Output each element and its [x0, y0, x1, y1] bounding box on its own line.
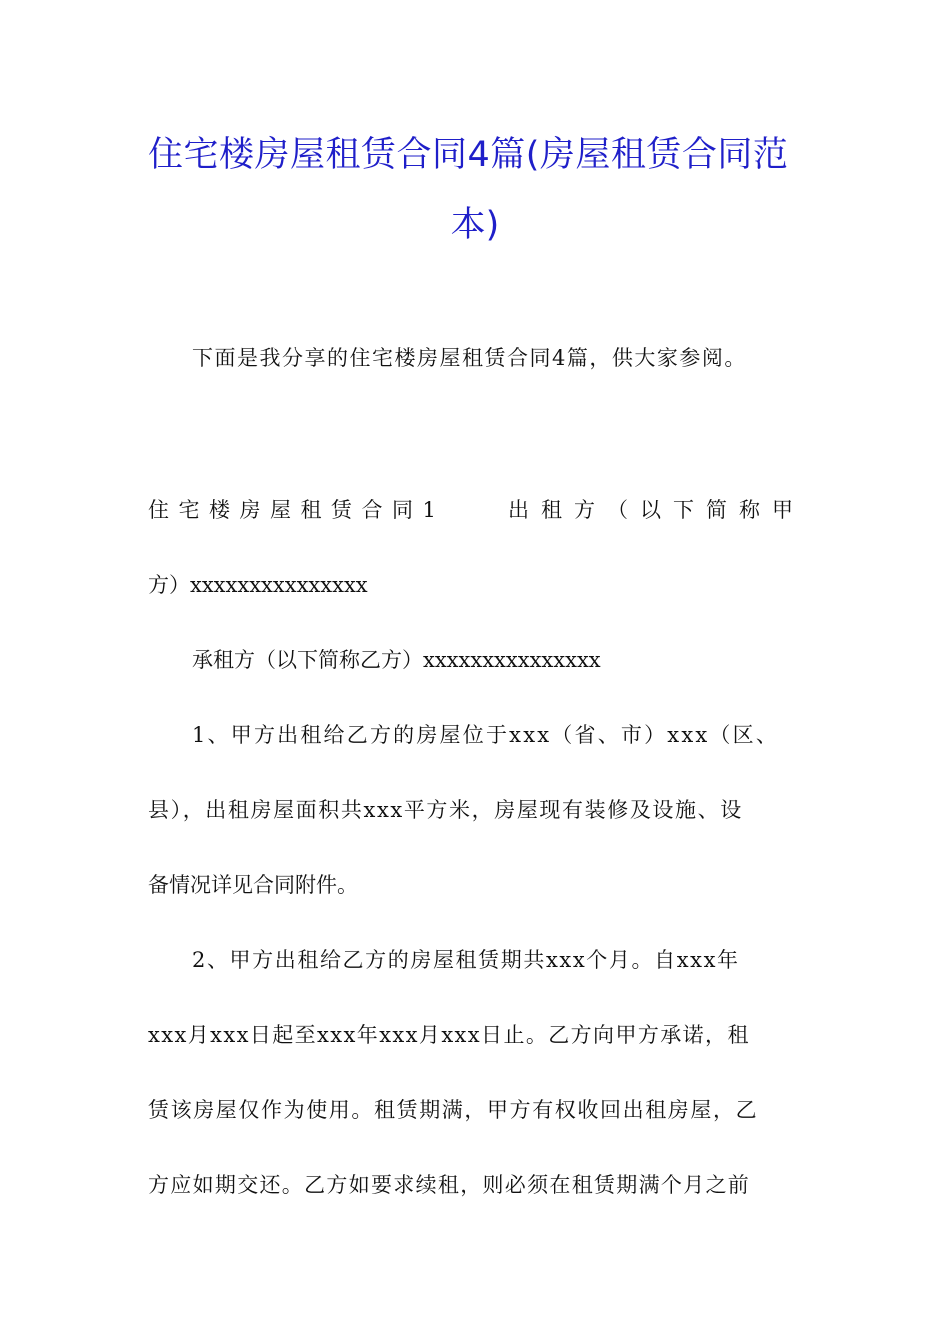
- body-line-8: xxx月xxx日起至xxx年xxx月xxx日止。乙方向甲方承诺，租: [148, 1023, 750, 1047]
- body-line-5: 县），出租房屋面积共xxx平方米，房屋现有装修及设施、设: [148, 798, 743, 822]
- document-title-line-2: 本): [450, 205, 500, 245]
- intro-paragraph: 下面是我分享的住宅楼房屋租赁合同4篇，供大家参阅。: [192, 346, 747, 370]
- document-title-line-1: 住宅楼房屋租赁合同4篇(房屋租赁合同范: [148, 135, 789, 175]
- body-line-9: 赁该房屋仅作为使用。租赁期满，甲方有权收回出租房屋，乙: [148, 1098, 759, 1122]
- body-line-1: [148, 495, 805, 525]
- body-line-10: 方应如期交还。乙方如要求续租，则必须在租赁期满个月之前: [148, 1173, 751, 1197]
- body-line-4: 1、甲方出租给乙方的房屋位于xxx（省、市）xxx（区、: [192, 723, 780, 747]
- body-line-7: 2、甲方出租给乙方的房屋租赁期共xxx个月。自xxx年: [192, 948, 740, 972]
- lessor-label: 出租方（以下简称甲: [508, 498, 805, 522]
- body-line-6: 备情况详见合同附件。: [148, 873, 358, 897]
- body-line-2: 方）xxxxxxxxxxxxxxx: [148, 573, 368, 597]
- contract-heading: 住宅楼房屋租赁合同1: [148, 498, 446, 522]
- body-line-3: 承租方（以下简称乙方）xxxxxxxxxxxxxxx: [192, 648, 601, 672]
